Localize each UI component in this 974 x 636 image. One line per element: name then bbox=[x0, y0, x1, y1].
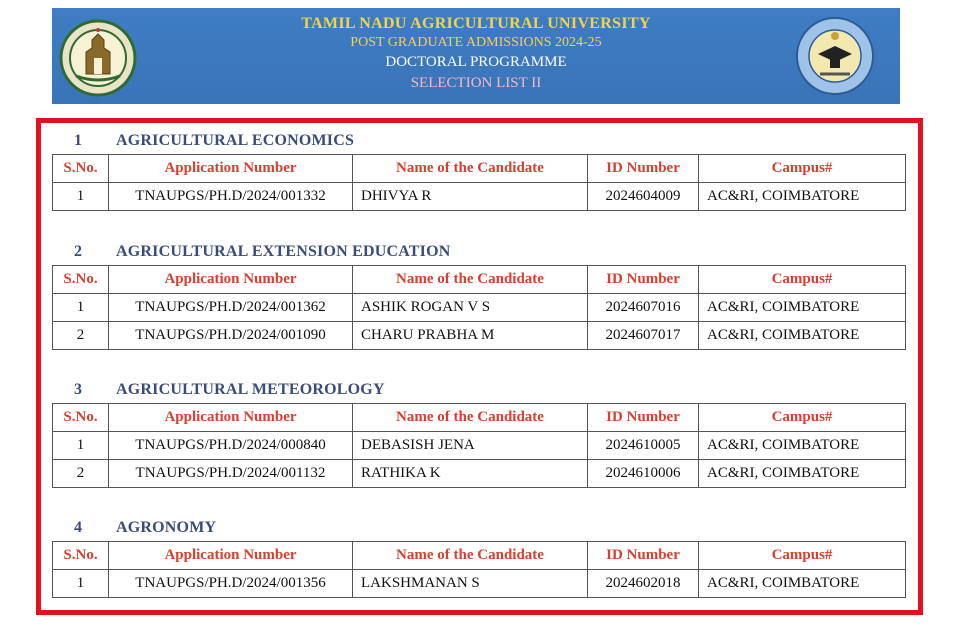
admissions-title: POST GRADUATE ADMISSIONS 2024-25 bbox=[350, 35, 602, 50]
cell-application-number: TNAUPGS/PH.D/2024/001356 bbox=[109, 570, 353, 598]
col-candidate-name: Name of the Candidate bbox=[353, 542, 588, 570]
col-campus: Campus# bbox=[699, 266, 906, 294]
cell-sno: 2 bbox=[53, 322, 109, 350]
selection-table bbox=[52, 403, 906, 488]
selection-table bbox=[52, 265, 906, 350]
cell-id-number: 2024610006 bbox=[588, 460, 699, 488]
selection-list-title: SELECTION LIST II bbox=[410, 75, 542, 91]
col-candidate-name: Name of the Candidate bbox=[353, 266, 588, 294]
cell-campus: AC&RI, COIMBATORE bbox=[699, 432, 906, 460]
cell-id-number: 2024610005 bbox=[588, 432, 699, 460]
cell-application-number: TNAUPGS/PH.D/2024/001332 bbox=[109, 183, 353, 211]
header-titles bbox=[52, 14, 900, 93]
section-heading bbox=[52, 381, 900, 403]
section-heading bbox=[52, 243, 900, 265]
cell-application-number: TNAUPGS/PH.D/2024/001090 bbox=[109, 322, 353, 350]
cell-campus: AC&RI, COIMBATORE bbox=[699, 294, 906, 322]
col-id-number: ID Number bbox=[588, 266, 699, 294]
selection-table bbox=[52, 154, 906, 211]
section-agricultural-meteorology bbox=[52, 381, 900, 488]
cell-candidate-name: CHARU PRABHA M bbox=[353, 322, 588, 350]
table-header-row bbox=[53, 404, 906, 432]
section-title: AGRONOMY bbox=[116, 519, 217, 536]
section-heading bbox=[52, 132, 900, 154]
col-application-number: Application Number bbox=[109, 155, 353, 183]
col-sno: S.No. bbox=[53, 266, 109, 294]
table-row bbox=[53, 322, 906, 350]
section-number: 3 bbox=[74, 381, 82, 398]
col-campus: Campus# bbox=[699, 404, 906, 432]
table-row bbox=[53, 183, 906, 211]
col-id-number: ID Number bbox=[588, 542, 699, 570]
cell-campus: AC&RI, COIMBATORE bbox=[699, 322, 906, 350]
cell-campus: AC&RI, COIMBATORE bbox=[699, 183, 906, 211]
cell-application-number: TNAUPGS/PH.D/2024/001132 bbox=[109, 460, 353, 488]
col-sno: S.No. bbox=[53, 404, 109, 432]
col-id-number: ID Number bbox=[588, 404, 699, 432]
table-header-row bbox=[53, 266, 906, 294]
section-heading bbox=[52, 519, 900, 541]
section-number: 1 bbox=[74, 132, 82, 149]
cell-sno: 1 bbox=[53, 570, 109, 598]
programme-title: DOCTORAL PROGRAMME bbox=[385, 54, 567, 70]
table-header-row bbox=[53, 542, 906, 570]
table-row bbox=[53, 294, 906, 322]
col-sno: S.No. bbox=[53, 155, 109, 183]
cell-candidate-name: RATHIKA K bbox=[353, 460, 588, 488]
col-candidate-name: Name of the Candidate bbox=[353, 155, 588, 183]
col-id-number: ID Number bbox=[588, 155, 699, 183]
col-candidate-name: Name of the Candidate bbox=[353, 404, 588, 432]
cell-id-number: 2024602018 bbox=[588, 570, 699, 598]
cell-campus: AC&RI, COIMBATORE bbox=[699, 460, 906, 488]
section-agricultural-economics bbox=[52, 132, 900, 211]
cell-sno: 2 bbox=[53, 460, 109, 488]
cell-sno: 1 bbox=[53, 294, 109, 322]
section-title: AGRICULTURAL ECONOMICS bbox=[116, 132, 355, 149]
cell-application-number: TNAUPGS/PH.D/2024/000840 bbox=[109, 432, 353, 460]
school-seal-logo bbox=[790, 12, 874, 92]
col-sno: S.No. bbox=[53, 542, 109, 570]
cell-candidate-name: LAKSHMANAN S bbox=[353, 570, 588, 598]
col-application-number: Application Number bbox=[109, 542, 353, 570]
section-number: 4 bbox=[74, 519, 82, 536]
cell-id-number: 2024607016 bbox=[588, 294, 699, 322]
cell-application-number: TNAUPGS/PH.D/2024/001362 bbox=[109, 294, 353, 322]
cell-candidate-name: DHIVYA R bbox=[353, 183, 588, 211]
cell-sno: 1 bbox=[53, 432, 109, 460]
section-title: AGRICULTURAL METEOROLOGY bbox=[116, 381, 385, 398]
section-agronomy bbox=[52, 519, 900, 598]
table-header-row bbox=[53, 155, 906, 183]
section-number: 2 bbox=[74, 243, 82, 260]
cell-candidate-name: DEBASISH JENA bbox=[353, 432, 588, 460]
table-row bbox=[53, 570, 906, 598]
col-application-number: Application Number bbox=[109, 404, 353, 432]
col-campus: Campus# bbox=[699, 542, 906, 570]
table-row bbox=[53, 432, 906, 460]
section-agricultural-extension-education bbox=[52, 243, 900, 350]
col-campus: Campus# bbox=[699, 155, 906, 183]
cell-sno: 1 bbox=[53, 183, 109, 211]
table-row bbox=[53, 460, 906, 488]
col-application-number: Application Number bbox=[109, 266, 353, 294]
cell-candidate-name: ASHIK ROGAN V S bbox=[353, 294, 588, 322]
cell-id-number: 2024604009 bbox=[588, 183, 699, 211]
header-banner bbox=[52, 8, 900, 104]
selection-table bbox=[52, 541, 906, 598]
section-title: AGRICULTURAL EXTENSION EDUCATION bbox=[116, 243, 451, 260]
university-name: TAMIL NADU AGRICULTURAL UNIVERSITY bbox=[301, 15, 651, 32]
cell-id-number: 2024607017 bbox=[588, 322, 699, 350]
cell-campus: AC&RI, COIMBATORE bbox=[699, 570, 906, 598]
